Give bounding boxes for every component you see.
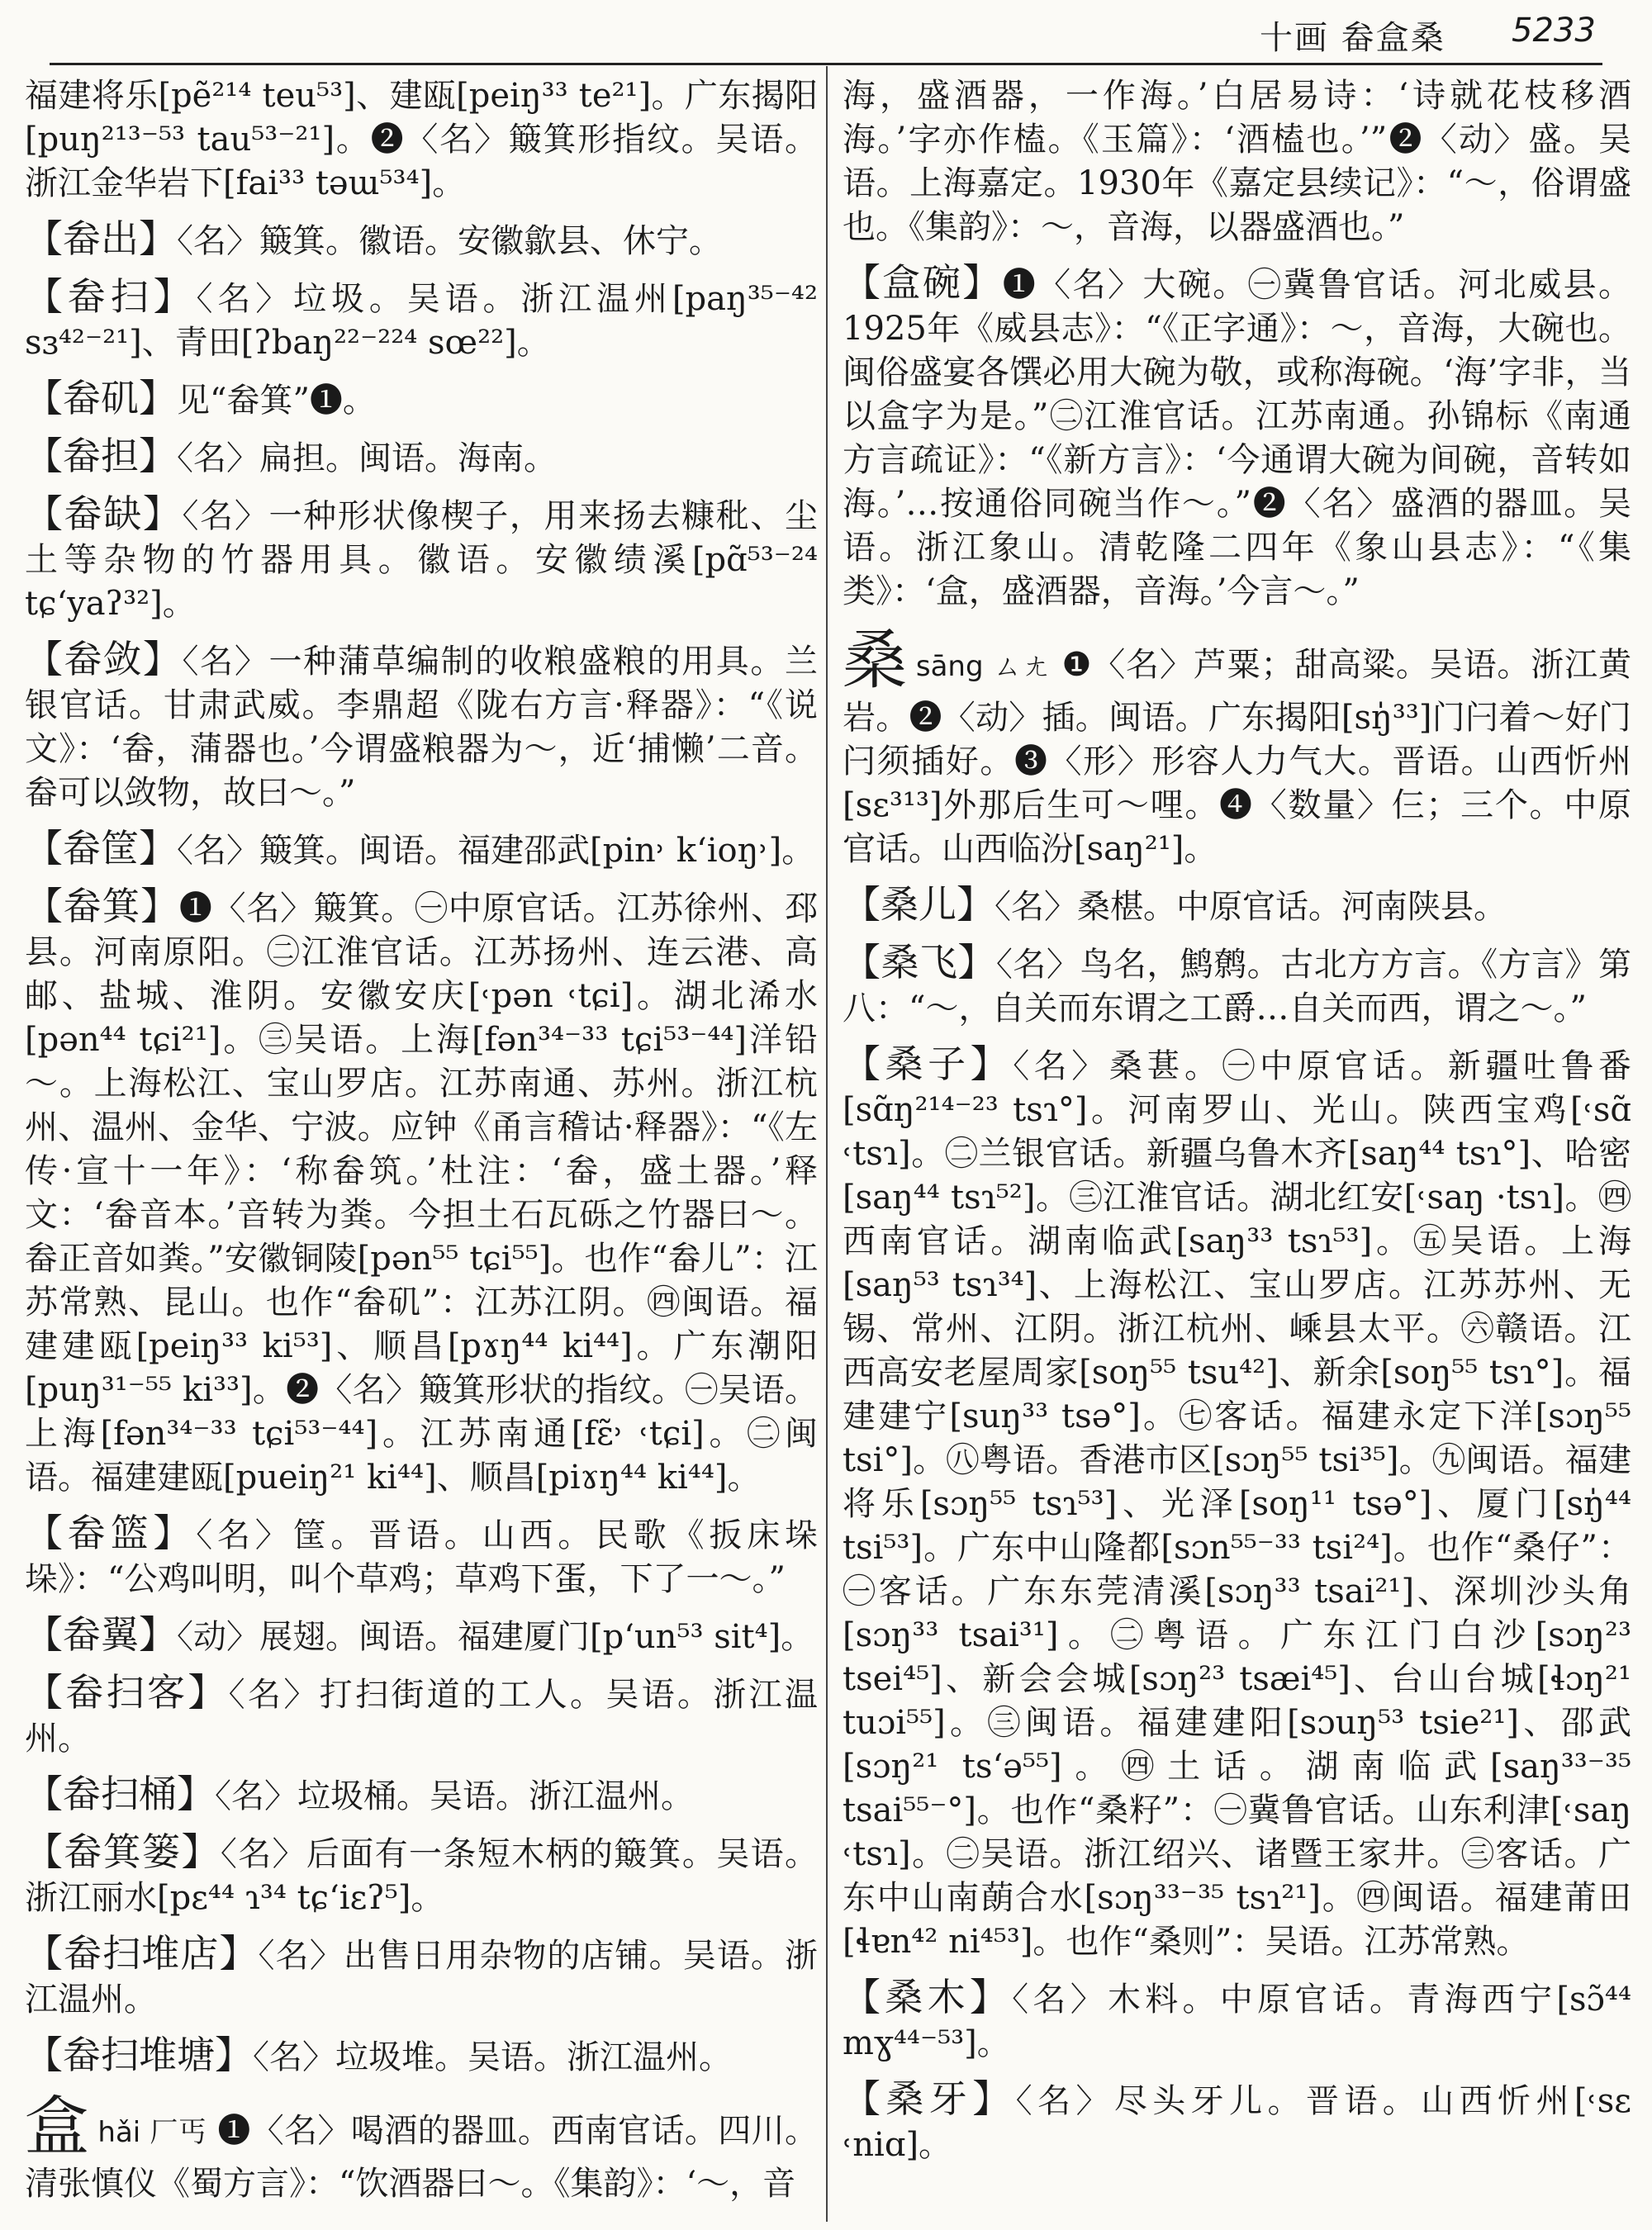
left-column <box>25 74 818 2213</box>
headword: 【桑飞】 <box>843 940 996 985</box>
entry <box>25 827 818 873</box>
entry <box>25 1830 818 1920</box>
entry-text: 〈名〉簸箕。闽语。福建邵武[pin˒ k‘ioŋ˒]。 <box>177 832 815 870</box>
entry <box>843 1042 1631 1964</box>
entry-text: 〈名〉尽头牙儿。晋语。山西忻州[˓sɛ ˓niɑ]。 <box>843 2082 1631 2164</box>
headword: 【畚担】 <box>25 434 177 478</box>
header-section-chars: 十画 畚盒桑 <box>1260 19 1446 57</box>
headword: 【畚扫堆塘】 <box>25 2033 253 2077</box>
entry-text: 〈名〉木料。中原官话。青海西宁[sɔ̃⁴⁴ mɣ⁴⁴⁻⁵³]。 <box>843 1981 1631 2062</box>
entry-text: 〈名〉出售日用杂物的店铺。吴语。浙江温州。 <box>25 1937 818 2019</box>
entry <box>843 261 1631 614</box>
entry-text: 〈名〉一种形状像楔子，用来扬去糠秕、尘土等杂物的竹器用具。徽语。安徽绩溪[pɑ̃⁵³⁻²⁴ tɕ‘yaʔ³²]。 <box>25 497 818 623</box>
column-divider <box>826 66 828 2222</box>
entry-character <box>25 2091 818 2206</box>
entry <box>25 2033 818 2080</box>
headword: 【畚翼】 <box>25 1612 177 1657</box>
headword: 【畚扫堆店】 <box>25 1931 259 1976</box>
entry-text: 海，盛酒器，一作海。’白居易诗：‘诗就花枝移酒海。’字亦作榼。《玉篇》：‘酒榼也。’”❷〈动〉盛。吴语。上海嘉定。1930年《嘉定县续记》：“～，俗谓盛也。《集韵》：～，音海，以器盛酒也。” <box>843 77 1631 246</box>
entry <box>25 377 818 423</box>
headword: 【畚筐】 <box>25 826 177 871</box>
entry <box>843 941 1631 1031</box>
headword: 【畚敛】 <box>25 637 183 681</box>
character-headword: 桑 <box>843 624 908 698</box>
entry-text: 〈名〉簸箕。徽语。安徽歙县、休宁。 <box>177 222 722 260</box>
headword: 【畚箕篓】 <box>25 1829 221 1874</box>
entry <box>25 434 818 481</box>
headword: 【桑子】 <box>843 1041 1014 1086</box>
right-column <box>843 74 1631 2213</box>
entry-text: 〈名〉垃圾桶。吴语。浙江温州。 <box>215 1777 694 1815</box>
headword: 【畚矶】 <box>25 376 177 420</box>
headword: 【畚篮】 <box>25 1511 197 1555</box>
headword: 【桑牙】 <box>843 2076 1016 2121</box>
headword: 【畚缺】 <box>25 491 183 536</box>
headword: 【畚箕】 <box>25 884 179 928</box>
headword: 【桑儿】 <box>843 882 995 927</box>
entry <box>25 217 818 263</box>
entry-text: 〈动〉展翅。闽语。福建厦门[p‘un⁵³ sit⁴]。 <box>177 1618 814 1656</box>
headword: 【盒碗】 <box>843 260 1003 305</box>
page-header <box>0 0 1652 57</box>
headword: 【畚扫】 <box>25 274 197 319</box>
entry-text: 〈名〉一种蒲草编制的收粮盛粮的用具。兰银官话。甘肃武威。李鼎超《陇右方言·释器》：“《说文》：‘畚，蒲器也。’今谓盛粮器为～，近‘捕懒’二音。畚可以敛物，故曰～。” <box>25 643 818 812</box>
page-number: 5233 <box>1512 12 1596 50</box>
entry <box>25 1613 818 1659</box>
character-headword: 盒 <box>25 2090 90 2164</box>
headword: 【畚扫桶】 <box>25 1772 215 1816</box>
entry <box>843 883 1631 929</box>
entry-text: 〈名〉垃圾。吴语。浙江温州[paŋ³⁵⁻⁴² sɜ⁴²⁻²¹]、青田[ʔbaŋ²²⁻²²⁴ sœ²²]。 <box>25 280 818 362</box>
entry <box>25 1671 818 1761</box>
entry <box>25 1932 818 2022</box>
entry-continuation <box>843 74 1631 249</box>
entry-text: ❶〈名〉芦粟；甜高粱。吴语。浙江黄岩。❷〈动〉插。闽语。广东揭阳[sŋ̍³³]门闩着～好门闩须插好。❸〈形〉形容人力气大。晋语。山西忻州[sɛ³¹³]外那后生可～哩。❹〈数量〉仨；三个。中原官话。山西临汾[saŋ²¹]。 <box>843 646 1631 868</box>
header-rule <box>50 63 1602 65</box>
entry <box>25 885 818 1500</box>
entry-text: 〈名〉桑葚。㊀中原官话。新疆吐鲁番[sɑ̃ŋ²¹⁴⁻²³ tsɿ°]。河南罗山、光山。陕西宝鸡[˓sɑ̃ ˓tsɿ]。㊁兰银官话。新疆乌鲁木齐[saŋ⁴⁴ tsɿ°]、哈密[saŋ⁴⁴ tsɿ⁵²]。㊂江淮官话。湖北红安[˓saŋ ·tsɿ]。㊃西南官话。湖南临武[saŋ³³ tsɿ⁵³]。㊄吴语。上海[saŋ⁵³ tsɿ³⁴]、上海松江、宝山罗店。江苏苏州、无锡、常州、江阴。浙江杭州、嵊县太平。㊅赣语。江西高安老屋周家[soŋ⁵⁵ tsu⁴²]、新余[soŋ⁵⁵ tsɿ°]。福建建宁[suŋ³³ tsə°]。㊆客话。福建永定下洋[sɔŋ⁵⁵ tsi°]。㊇粤语。香港市区[sɔŋ⁵⁵ tsi³⁵]。㊈闽语。福建将乐[sɔŋ⁵⁵ tsɿ⁵³]、光泽[soŋ¹¹ tsə°]、厦门[sŋ̍⁴⁴ tsi⁵³]。广东中山隆都[sɔn⁵⁵⁻³³ tsi²⁴]。也作“桑仔”：㊀客话。广东东莞清溪[sɔŋ³³ tsai²¹]、深圳沙头角[sɔŋ³³ tsai³¹]。㊁粤语。广东江门白沙[sɔŋ²³ tsei⁴⁵]、新会会城[sɔŋ²³ tsæi⁴⁵]、台山台城[ɬɔŋ²¹ tuɔi⁵⁵]。㊂闽语。福建建阳[sɔuŋ⁵³ tsie²¹]、邵武[sɔŋ²¹ ts‘ə⁵⁵]。㊃土话。湖南临武[saŋ³³⁻³⁵ tsai⁵⁵⁻°]。也作“桑籽”：㊀冀鲁官话。山东利津[˓saŋ ˓tsɿ]。㊁吴语。浙江绍兴、诸暨王家井。㊂客话。广东中山南蓢合水[sɔŋ³³⁻³⁵ tsɿ²¹]。㊃闽语。福建莆田[ɬɐn⁴² ni⁴⁵³]。也作“桑则”：吴语。江苏常熟。 <box>843 1047 1631 1961</box>
character-reading: sāng ㄙㄤ <box>915 650 1051 683</box>
entry <box>843 1976 1631 2066</box>
character-reading: hǎi 厂丐 <box>97 2116 207 2149</box>
headword: 【畚出】 <box>25 216 177 261</box>
entry-text: 〈名〉桑椹。中原官话。河南陕县。 <box>995 888 1507 926</box>
entry-text: 〈名〉鸟名，鹪鹩。古北方方言。《方言》第八：“～，自关而东谓之工爵…自关而西，谓之～。” <box>843 946 1631 1027</box>
entry-text: ❶〈名〉大碗。㊀冀鲁官话。河北威县。1925年《威县志》：“《正字通》：～，音海，大碗也。闽俗盛宴各馔必用大碗为敬，或称海碗。‘海’字非，当以盒字为是。”㊁江淮官话。江苏南通。孙锦标《南通方言疏证》：“《新方言》：‘今通谓大碗为间碗，音转如海。’…按通俗同碗当作～。”❷〈名〉盛酒的器皿。吴语。浙江象山。清乾隆二四年《象山县志》：“《集类》：‘盒，盛酒器，音海。’今言～。” <box>843 266 1631 610</box>
entry-text: 〈名〉筐。晋语。山西。民歌《扳床垛垛》：“公鸡叫明，叫个草鸡；草鸡下蛋，下了一～。” <box>25 1516 818 1598</box>
entry-text: 〈名〉后面有一条短木柄的簸箕。吴语。浙江丽水[pɛ⁴⁴ ɿ³⁴ tɕ‘iɛʔ⁵]。 <box>25 1835 818 1917</box>
entry-text: ❶〈名〉簸箕。㊀中原官话。江苏徐州、邳县。河南原阳。㊁江淮官话。江苏扬州、连云港、高邮、盐城、淮阴。安徽安庆[˓pən ˓tɕi]。湖北浠水[pən⁴⁴ tɕi²¹]。㊂吴语。上海[fən³⁴⁻³³ tɕi⁵³⁻⁴⁴]洋铅～。上海松江、宝山罗店。江苏南通、苏州。浙江杭州、温州、金华、宁波。应钟《甬言稽诂·释器》：“《左传·宣十一年》：‘称畚筑。’杜注：‘畚，盛土器。’释文：‘畚音本。’音转为粪。今担土石瓦砾之竹器曰～。畚正音如粪。”安徽铜陵[pən⁵⁵ tɕi⁵⁵]。也作“畚儿”：江苏常熟、昆山。也作“畚矶”：江苏江阴。㊃闽语。福建建瓯[peiŋ³³ ki⁵³]、顺昌[pɤŋ⁴⁴ ki⁴⁴]。广东潮阳[puŋ³¹⁻⁵⁵ ki³³]。❷〈名〉簸箕形状的指纹。㊀吴语。上海[fən³⁴⁻³³ tɕi⁵³⁻⁴⁴]。江苏南通[fɛ̃˒ ˓tɕi]。㊁闽语。福建建瓯[pueiŋ²¹ ki⁴⁴]、顺昌[piɤŋ⁴⁴ ki⁴⁴]。 <box>25 890 818 1497</box>
entry-continuation <box>25 74 818 206</box>
entry <box>25 638 818 815</box>
entry-text: 福建将乐[pẽ²¹⁴ teu⁵³]、建瓯[peiŋ³³ te²¹]。广东揭阳[puŋ²¹³⁻⁵³ tau⁵³⁻²¹]。❷〈名〉簸箕形指纹。吴语。浙江金华岩下[fai³³ təɯ⁵³⁴]。 <box>25 77 818 202</box>
entry-text: ❶〈名〉喝酒的器皿。西南官话。四川。清张慎仪《蜀方言》：“饮酒器曰～。《集韵》：‘～，音 <box>25 2112 818 2203</box>
entry-character <box>843 625 1631 871</box>
entry <box>25 1772 818 1819</box>
entry <box>25 1511 818 1601</box>
entry-text: 〈名〉垃圾堆。吴语。浙江温州。 <box>253 2038 732 2076</box>
entry-text: 见“畚箕”❶。 <box>177 382 376 420</box>
entry-text: 〈名〉扁担。闽语。海南。 <box>177 439 557 477</box>
entry-text: 〈名〉打扫街道的工人。吴语。浙江温州。 <box>25 1676 818 1758</box>
headword: 【畚扫客】 <box>25 1670 229 1715</box>
entry <box>25 492 818 626</box>
entry <box>25 275 818 365</box>
headword: 【桑木】 <box>843 1975 1013 2019</box>
entry <box>843 2077 1631 2167</box>
